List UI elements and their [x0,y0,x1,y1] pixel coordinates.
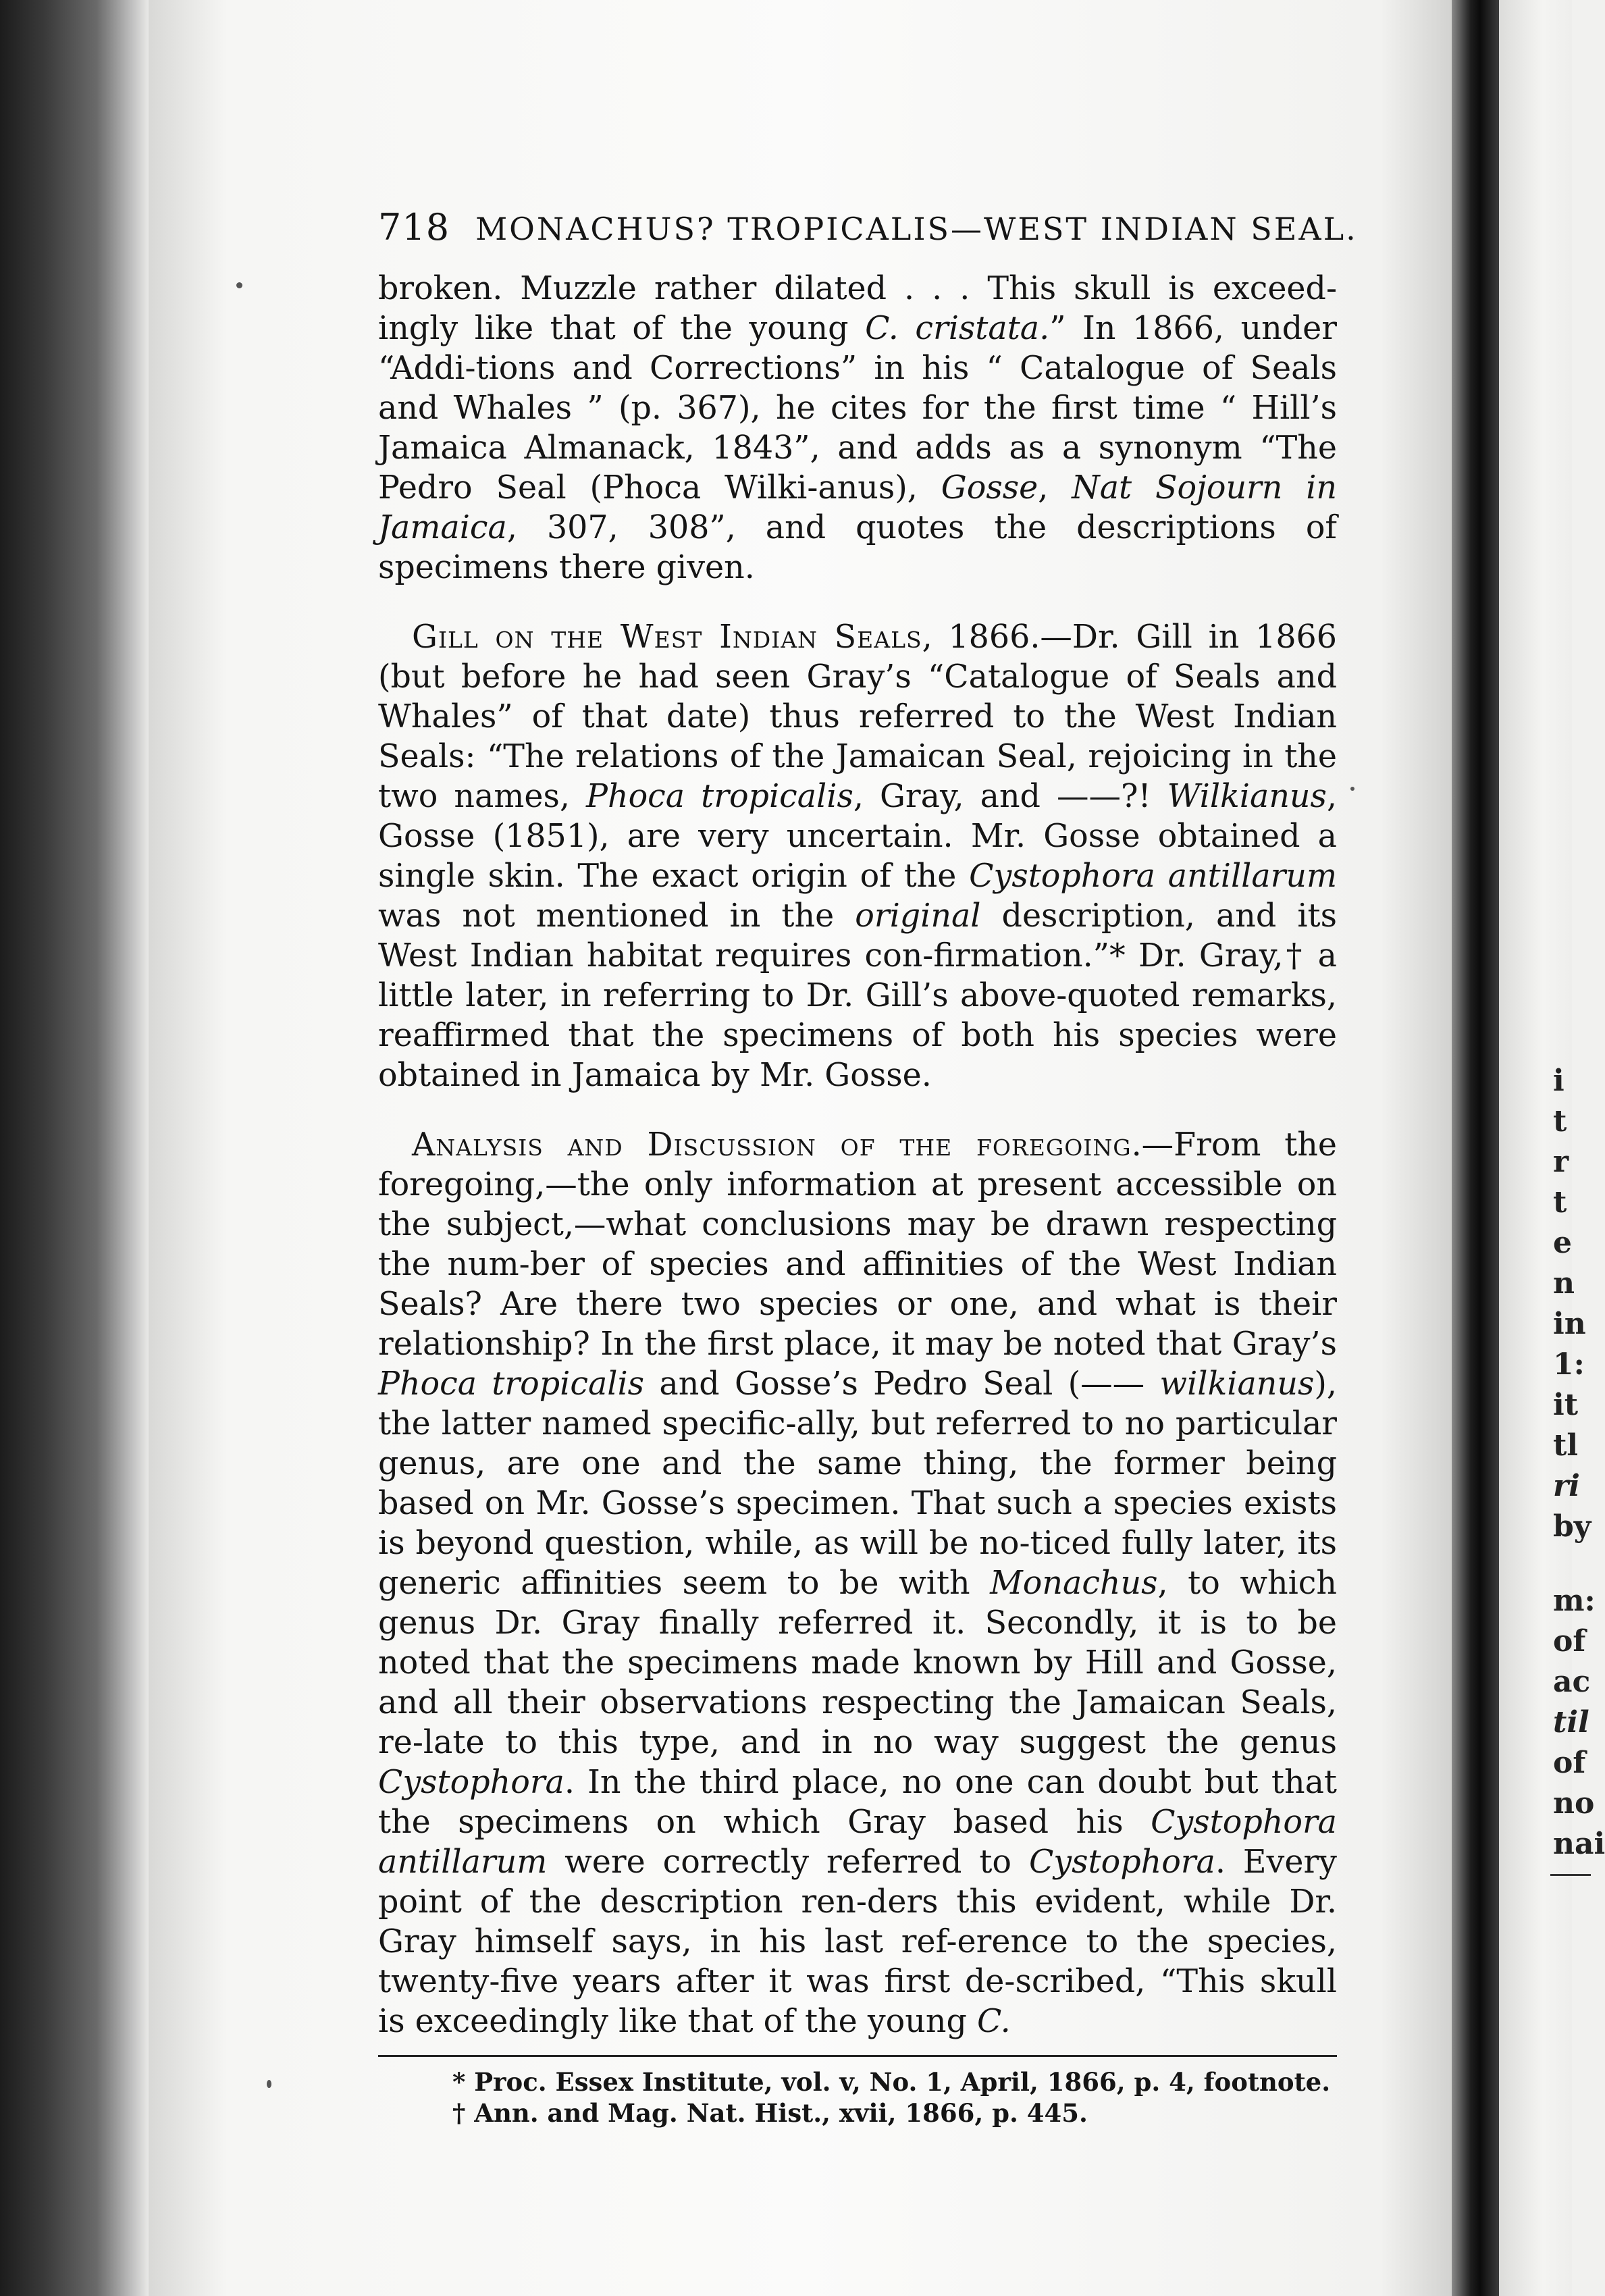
print-speck [236,282,242,288]
facing-page-edge [1499,0,1605,2296]
facing-page-fragment: t [1553,1185,1567,1220]
running-head [378,206,1358,249]
facing-page-fragment: n [1553,1266,1575,1301]
book-gutter-shadow [1452,0,1499,2296]
facing-page-rule [1550,1874,1591,1876]
facing-page-fragment: tl [1553,1428,1579,1463]
footnote: * Proc. Essex Institute, vol. v, No. 1, April, 1866, p. 4, footnote. [452,2067,1331,2097]
footnote: † Ann. and Mag. Nat. Hist., xvii, 1866, p. 445. [452,2098,1088,2128]
facing-page-fragment: of [1553,1624,1586,1659]
facing-page-fragment: of [1553,1746,1586,1780]
print-speck [267,2080,271,2088]
facing-page-fragment: nai [1553,1827,1605,1861]
facing-page-fragment: it [1553,1388,1579,1422]
facing-page-fragment: by [1553,1509,1591,1544]
paragraph-analysis: Analysis and Discussion of the foregoing.—From the foregoing,—the only information at present accessible on the subject,—what conclusions may be drawn respecting the num-ber of species and affinities of the West Indian Seals? Are there two species or one, and what is their relationship? In the first place, it may be noted that Gray’s Phoca tropicalis and Gosse’s Pedro Seal (—— wilkianus), the latter named specific-ally, but referred to no particular genus, are one and the same thing, the former being based on Mr. Gosse’s specimen. That such a species exists is beyond question, while, as will be no-ticed fully later, its generic affinities seem to be with Monachus, to which genus Dr. Gray finally referred it. Secondly, it is to be noted that the specimens made known by Hill and Gosse, and all their observations respecting the Jamaican Seals, re-late to this type, and in no way suggest the genus Cystophora. In the third place, no one can doubt but that the specimens on which Gray based his Cystophora antillarum were correctly referred to Cystophora. Every point of the description ren-ders this evident, while Dr. Gray himself says, in his last ref-erence to the species, twenty-five years after it was first de-scribed, “This skull is exceedingly like that of the young C. [378,1126,1338,2040]
running-head-title: MONACHUS? TROPICALIS—WEST INDIAN SEAL. [475,211,1358,247]
print-speck [1350,787,1354,791]
section-heading: Gill on the West Indian Seals [412,619,922,656]
paragraph-continuation: broken. Muzzle rather dilated . . . This skull is exceed-ingly like that of the young C. cristata.” In 1866, under “Addi-tions and Corrections” in his “ Catalogue of Seals and Whales ” (p. 367), he cites for the first time “ Hill’s Jamaica Almanack, 1843”, and adds as a synonym “The Pedro Seal (Phoca Wilki-anus), Gosse, Nat Sojourn in Jamaica, 307, 308”, and quotes the descriptions of specimens there given. [378,270,1338,586]
page-text-block [378,206,1358,2129]
footnotes [378,2066,1337,2129]
facing-page-fragment: no [1553,1786,1595,1821]
facing-page-fragment: i [1553,1064,1564,1098]
footnote-rule [378,2055,1337,2057]
facing-page-fragment: til [1553,1705,1589,1740]
page-number: 718 [378,206,450,249]
facing-page-fragment: t [1553,1104,1567,1139]
paragraph-gill: Gill on the West Indian Seals, 1866.—Dr. Gill in 1866 (but before he had seen Gray’s “Catalogue of Seals and Whales” of that date) thus referred to the West Indian Seals: “The relations of the Jamaican Seal, rejoicing in the two names, Phoca tropicalis, Gray, and ——?! Wilkianus, Gosse (1851), are very uncertain. Mr. Gosse obtained a single skin. The exact origin of the Cystophora antillarum was not mentioned in the original description, and its West Indian habitat requires con-firmation.”* Dr. Gray,† a little later, in referring to Dr. Gill’s above-quoted remarks, reaffirmed that the specimens of both his species were obtained in Jamaica by Mr. Gosse. [378,619,1338,1094]
facing-page-fragment: m: [1553,1584,1596,1618]
facing-page-fragment: in [1553,1307,1586,1341]
facing-page-fragment: ri [1553,1469,1580,1503]
book-binding-edge [0,0,149,2296]
facing-page-fragment: 1: [1553,1347,1585,1382]
facing-page-fragment: r [1553,1145,1569,1179]
section-heading: Analysis and Discussion of the foregoing [412,1126,1132,1164]
facing-page-fragment: ac [1553,1665,1591,1699]
facing-page-fragment: e [1553,1226,1572,1260]
